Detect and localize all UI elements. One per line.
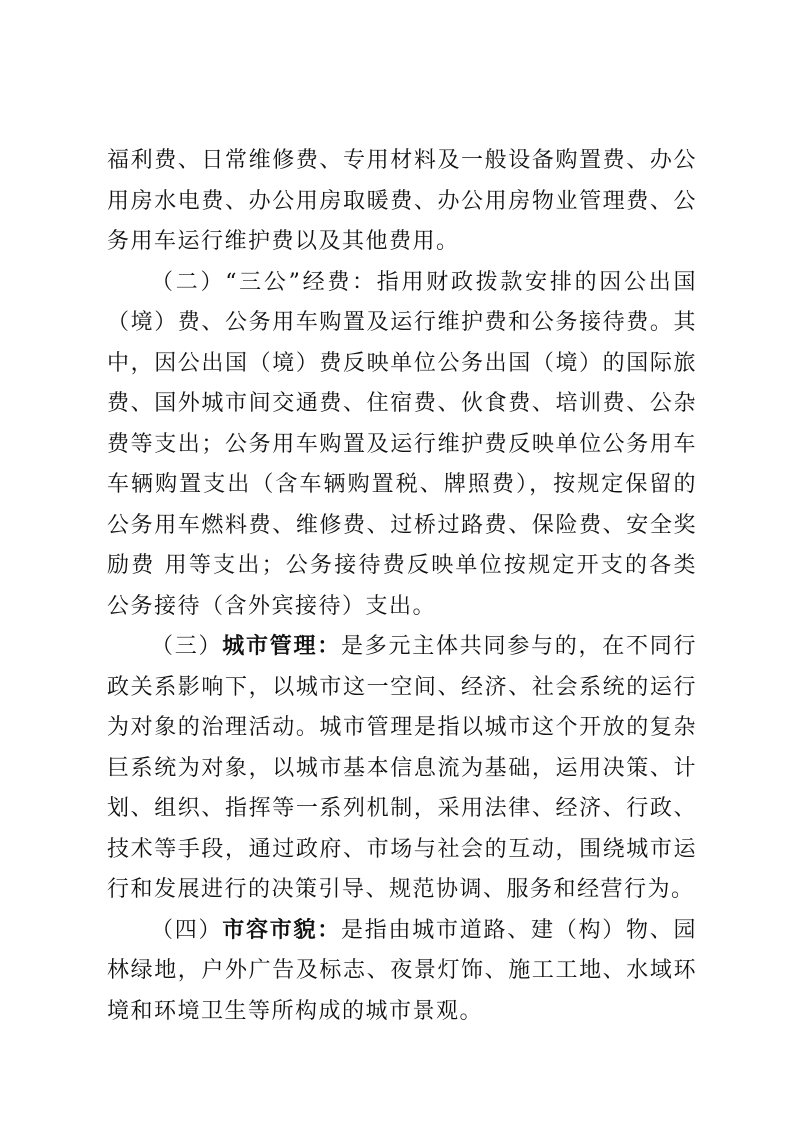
- paragraph-continuation: [107, 141, 697, 263]
- section-number: （三）: [151, 634, 223, 659]
- paragraph-text: 是指由城市道路、建（构）物、园林绿地，户外广告及标志、夜景灯饰、施工工地、水域环境和环境卫生等所构成的城市景观。: [107, 917, 697, 1024]
- paragraph-text: 福利费、日常维修费、专用材料及一般设备购置费、办公用房水电费、办公用房取暖费、办公用房物业管理费、公务用车运行维护费以及其他费用。: [107, 148, 697, 254]
- paragraph-city-management: [107, 627, 697, 911]
- paragraph-text: “三公”经费：指用财政拨款安排的因公出国（境）费、公务用车购置及运行维护费和公务接待费。其中，因公出国（境）费反映单位公务出国（境）的国际旅费、国外城市间交通费、住宿费、伙食费、培训费、公杂费等支出；公务用车购置及运行维护费反映单位公务用车车辆购置支出（含车辆购置税、牌照费），按规定保留的公务用车燃料费、维修费、过桥过路费、保险费、安全奖励费 用等支出；公务接待费反映单位按规定开支的各类公务接待（含外宾接待）支出。: [107, 269, 697, 619]
- term-heading: 市容市貌：: [222, 917, 341, 943]
- paragraph-san-gong-expenses: [107, 263, 697, 628]
- document-body: [107, 141, 697, 1032]
- term-heading: 城市管理：: [222, 634, 341, 659]
- paragraph-city-appearance: [107, 911, 697, 1033]
- paragraph-text: 是多元主体共同参与的，在不同行政关系影响下，以城市这一空间、经济、社会系统的运行为对象的治理活动。城市管理是指以城市这个开放的复杂巨系统为对象，以城市基本信息流为基础，运用决策、计划、组织、指挥等一系列机制，采用法律、经济、行政、技术等手段，通过政府、市场与社会的互动，围绕城市运行和发展进行的决策引导、规范协调、服务和经营行为。: [107, 634, 697, 902]
- section-number: （四）: [151, 917, 223, 943]
- section-number: （二）: [151, 269, 226, 295]
